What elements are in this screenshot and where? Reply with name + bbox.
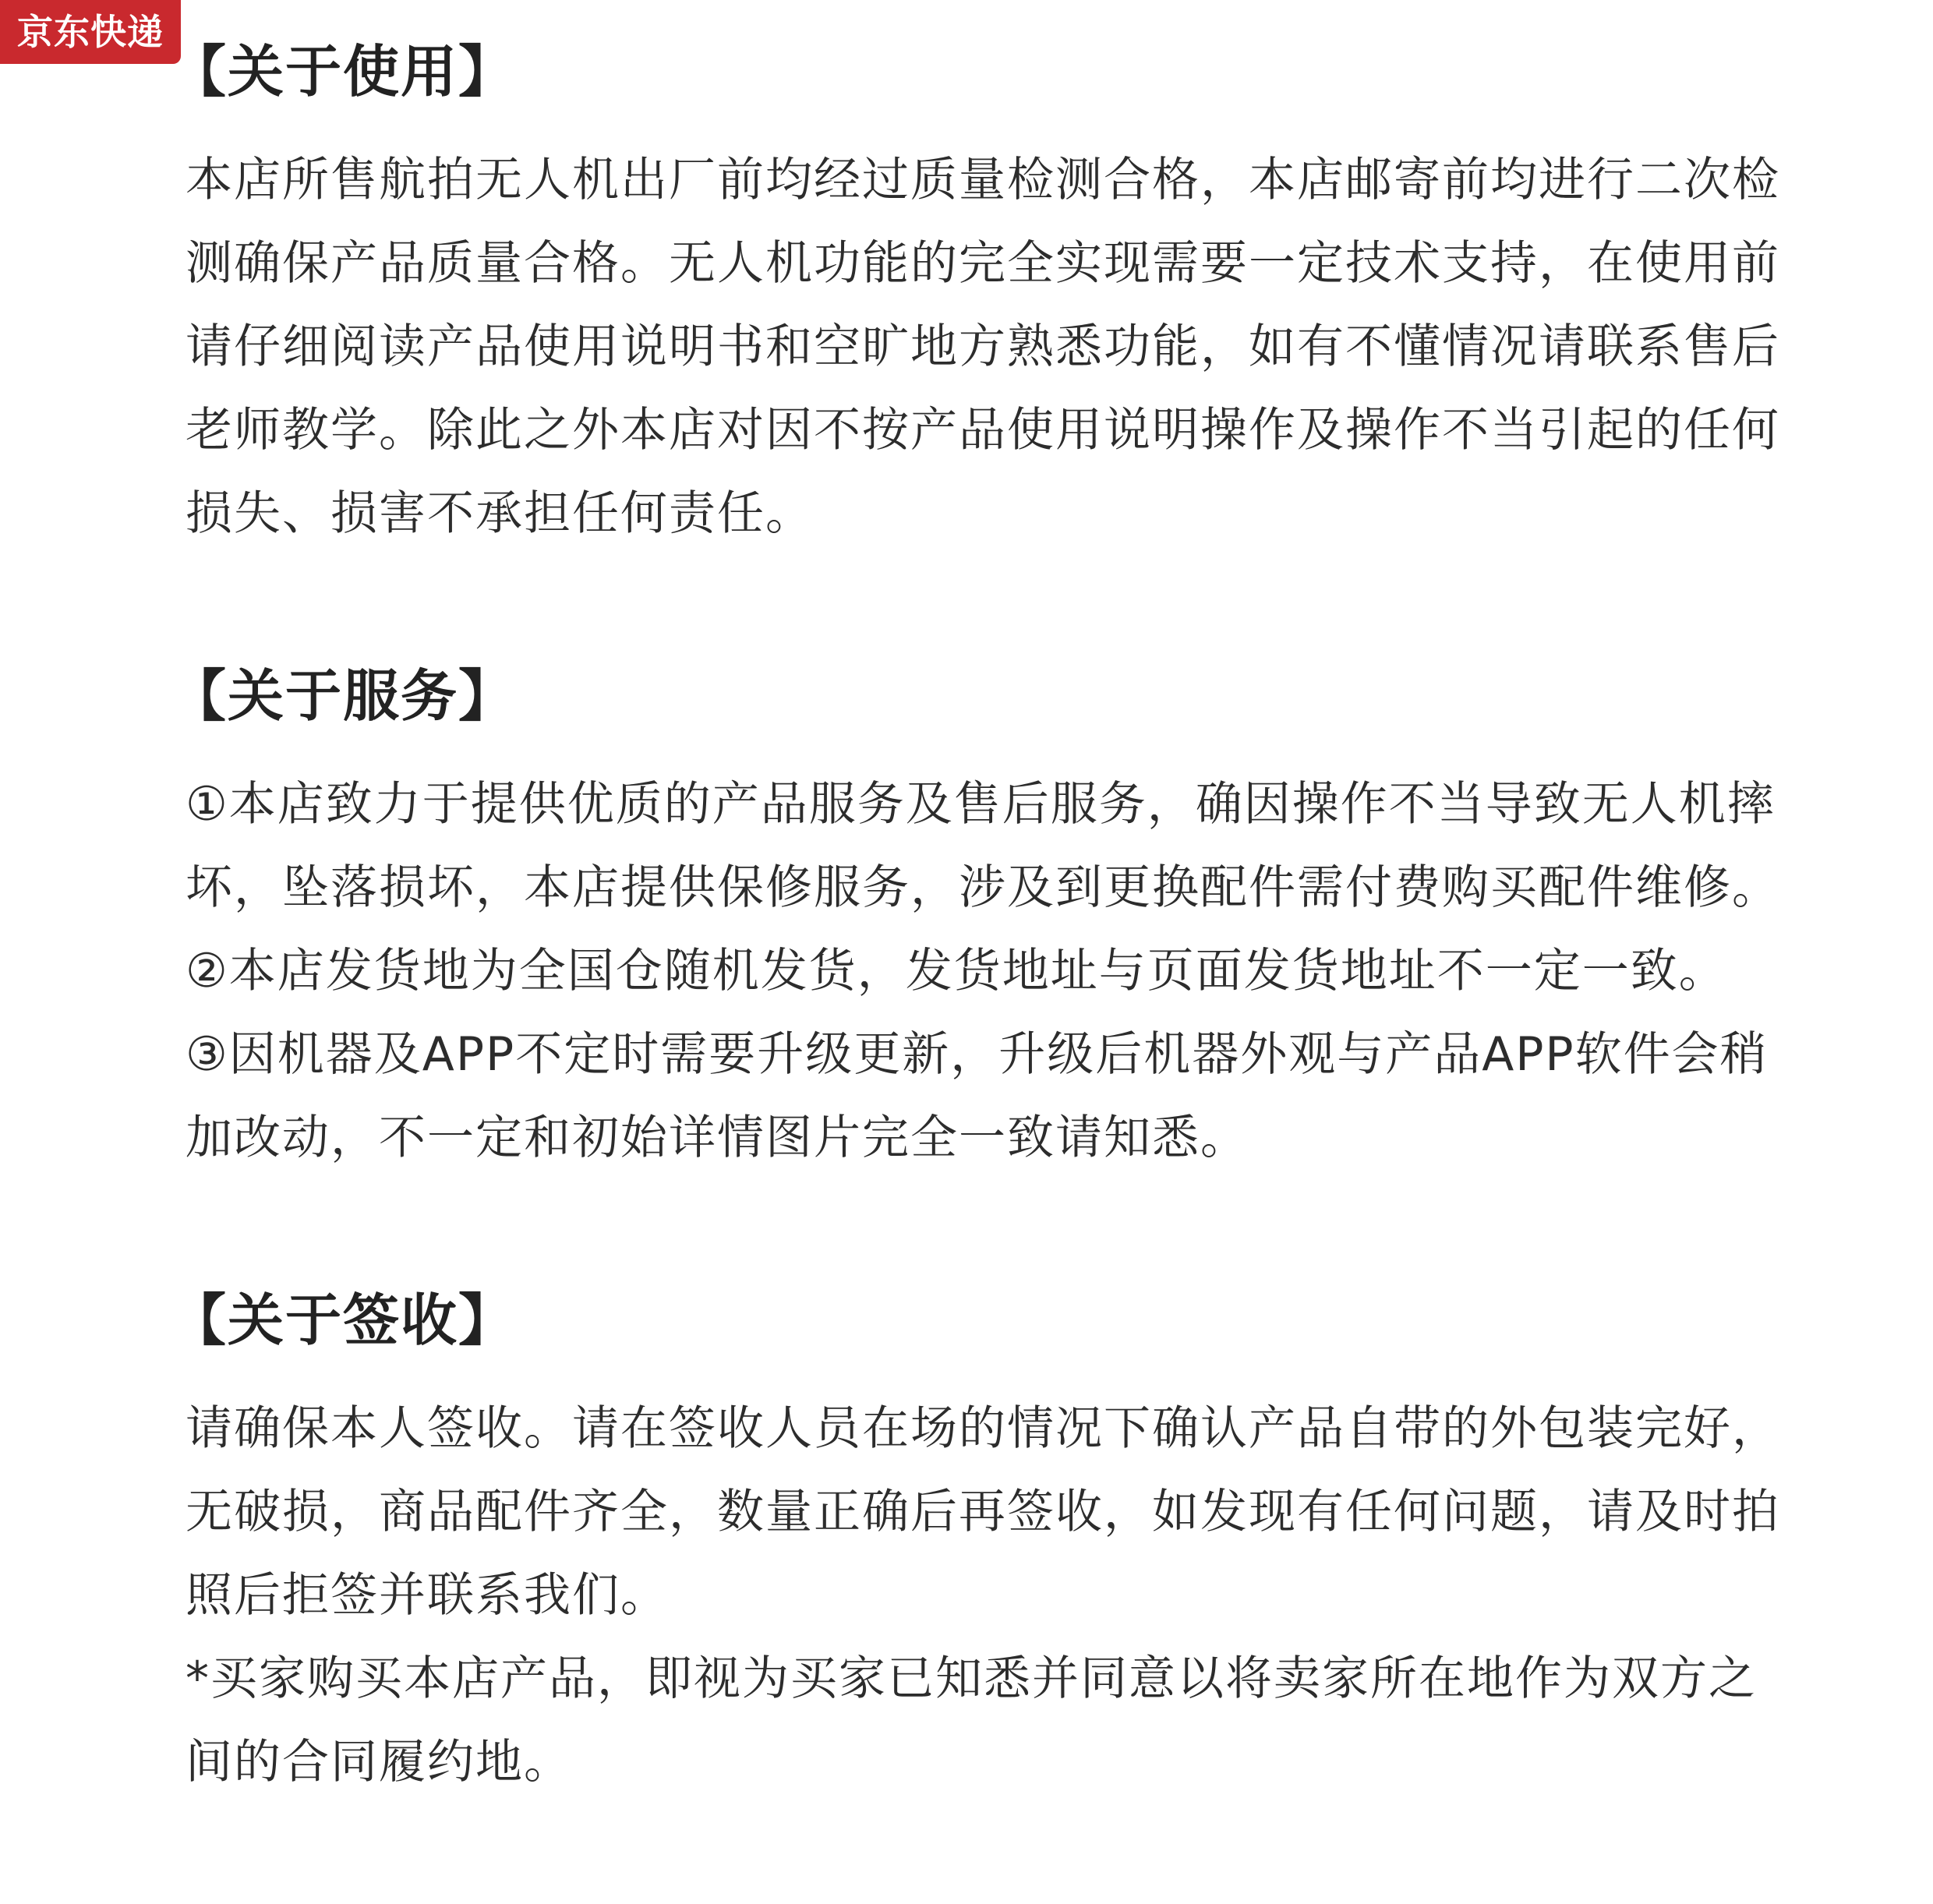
jd-express-badge: 京东快递 — [0, 0, 181, 64]
receipt-paragraph-1: 请确保本人签收。请在签收人员在场的情况下确认产品自带的外包装完好，无破损，商品配件齐全，数量正确后再签收，如发现有任何问题，请及时拍照后拒签并联系我们。 — [186, 1401, 1780, 1623]
section-title-usage: 【关于使用】 — [170, 39, 517, 104]
section-title-receipt: 【关于签收】 — [170, 1288, 517, 1353]
section-service — [170, 655, 1791, 1180]
service-paragraph-1: ①本店致力于提供优质的产品服务及售后服务，确因操作不当导致无人机摔坏，坠落损坏，本店提供保修服务，涉及到更换配件需付费购买配件维修。 — [186, 777, 1780, 915]
service-paragraph-3: ③因机器及APP不定时需要升级更新，升级后机器外观与产品APP软件会稍加改动，不一定和初始详情图片完全一致请知悉。 — [186, 1027, 1769, 1165]
section-receipt — [170, 1280, 1791, 1804]
section-title-service: 【关于服务】 — [170, 663, 517, 729]
usage-paragraph: 本店所售航拍无人机出厂前均经过质量检测合格，本店邮寄前均进行二次检测确保产品质量合格。无人机功能的完全实现需要一定技术支持，在使用前请仔细阅读产品使用说明书和空旷地方熟悉功能，如有不懂情况请联系售后老师教学。除此之外本店对因不按产品使用说明操作及操作不当引起的任何损失、损害不承担任何责任。 — [186, 153, 1780, 541]
section-usage — [170, 31, 1791, 556]
receipt-paragraph-2: *买家购买本店产品，即视为买家已知悉并同意以将卖家所在地作为双方之间的合同履约地。 — [186, 1651, 1757, 1789]
notice-content — [170, 31, 1791, 1904]
service-paragraph-2: ②本店发货地为全国仓随机发货，发货地址与页面发货地址不一定一致。 — [186, 944, 1727, 998]
